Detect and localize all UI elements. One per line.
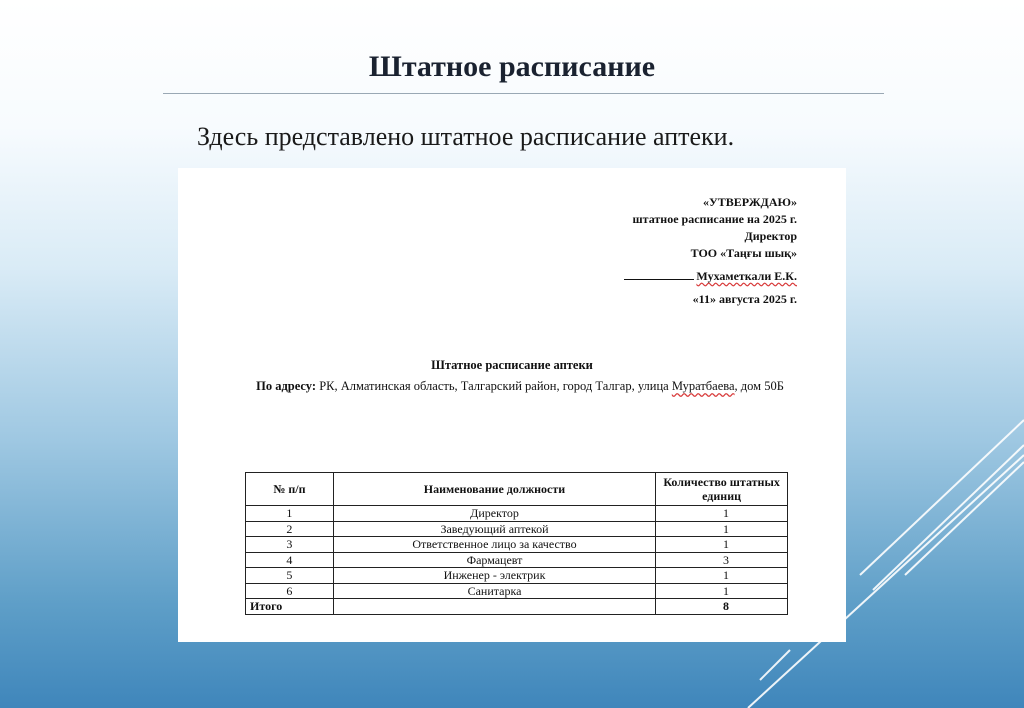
total-label: Итого	[246, 599, 334, 615]
row-number: 1	[246, 506, 334, 522]
document-address	[230, 378, 810, 394]
address-text: РК, Алматинская область, Талгарский район, город Талгар, улица	[316, 379, 672, 393]
total-value: 8	[656, 599, 788, 615]
row-position: Инженер - электрик	[333, 568, 655, 584]
approval-heading: «УТВЕРЖДАЮ»	[702, 195, 797, 209]
header-quantity: Количество штатных единиц	[656, 473, 788, 506]
table-row	[246, 583, 788, 599]
approval-block	[537, 194, 797, 308]
header-position: Наименование должности	[333, 473, 655, 506]
row-position: Санитарка	[333, 583, 655, 599]
signature-underline	[624, 269, 694, 280]
table-total-row	[246, 599, 788, 615]
approval-schedule-year: штатное расписание на 2025 г.	[632, 212, 797, 226]
table-row	[246, 568, 788, 584]
approval-role: Директор	[744, 229, 797, 243]
address-street: Муратбаева	[671, 379, 735, 393]
row-number: 5	[246, 568, 334, 584]
row-quantity: 1	[656, 521, 788, 537]
row-position: Фармацевт	[333, 552, 655, 568]
approval-date: «11» августа 2025 г.	[692, 292, 797, 306]
row-quantity: 1	[656, 583, 788, 599]
table-row	[246, 537, 788, 553]
slide-title: Штатное расписание	[368, 50, 656, 83]
table-header-row	[246, 473, 788, 506]
slide-subtitle: Здесь представлено штатное расписание аптеки.	[197, 122, 735, 151]
row-quantity: 1	[656, 506, 788, 522]
table-row	[246, 521, 788, 537]
row-position: Ответственное лицо за качество	[333, 537, 655, 553]
approval-signatory: Мухаметкали Е.К.	[696, 269, 797, 283]
row-number: 3	[246, 537, 334, 553]
document-title: Штатное расписание аптеки	[431, 358, 593, 372]
total-empty-cell	[333, 599, 655, 615]
approval-company: ТОО «Таңғы шық»	[690, 246, 797, 260]
staff-table	[245, 472, 788, 615]
row-quantity: 3	[656, 552, 788, 568]
row-position: Директор	[333, 506, 655, 522]
header-number: № п/п	[246, 473, 334, 506]
title-divider	[163, 93, 884, 94]
table-row	[246, 506, 788, 522]
table-row	[246, 552, 788, 568]
row-number: 2	[246, 521, 334, 537]
document-image	[178, 168, 846, 642]
row-quantity: 1	[656, 568, 788, 584]
address-label: По адресу:	[256, 379, 317, 393]
row-number: 6	[246, 583, 334, 599]
row-position: Заведующий аптекой	[333, 521, 655, 537]
row-number: 4	[246, 552, 334, 568]
approval-signature-line	[537, 268, 797, 285]
address-tail: , дом 50Б	[734, 379, 784, 393]
row-quantity: 1	[656, 537, 788, 553]
